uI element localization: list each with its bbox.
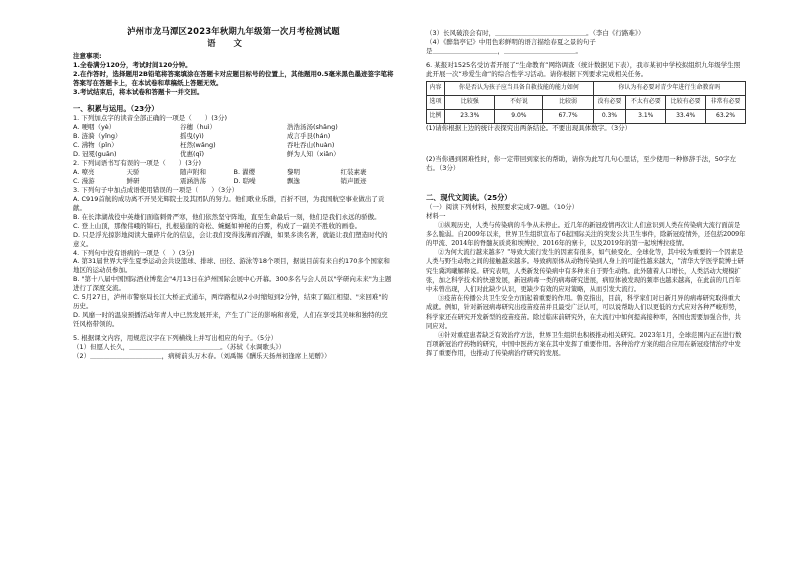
table-header-cell: 比较强 [445,95,495,109]
q5-line: （1）但愿人长久，＿＿＿＿＿＿＿＿＿＿＿＿＿＿。（苏轼《水调歌头》） [73,343,286,352]
q2-option-row [73,177,394,186]
material-label: 材料一 [426,211,446,220]
q2-option: C. 漫游 [73,176,95,185]
section2-heading: 二、现代文阅读。（25分） [426,192,512,202]
q5-line: 是＿＿＿＿＿＿＿＿＿＿，＿＿＿＿＿＿＿＿＿＿＿。 [426,46,582,55]
q3-option: C. 登上山顶，那像伟峨的锦石，扎根悬崖的奇松、蜿蜒如神秘的白雾，构成了一副美不胜收的画卷。 [73,221,362,230]
reading-paragraph: ①纵观历史，人类与传染病的斗争从未停止。近几年的新冠疫情再次让人们意识到人类在传染病大流行面前是多么脆弱。自2009年以来，世界卫生组织宣布了6起国际关注的突发公共卫生事件，除新冠疫情外，还包括2009年的甲流、2014年的脊髓灰质炎和埃博拉、2016年的寨卡，以及2019年的第一起埃博拉疫情。 [426,221,746,247]
q2-option: 随声附和 [180,167,206,176]
q4-option: B. "第十八届中国国际酒业博览会"4月13日在泸州国际会展中心开幕。300多名与会人员以"学研向未来"为主题进行了深度交流。 [73,275,392,293]
reading-paragraph: ④针对重症患者缺乏有效治疗方法，世界卫生组织也积极推动相关研究。2023年1月，全球范围内正在进行数百项新冠治疗药物的研究，中国中医药方案在其中发挥了重要作用。各种治疗方案的组合应用在新冠疫情治疗中发挥了重要作用，也推动了传染病治疗研究的发展。 [426,331,742,358]
q1-option: C. 沸物（pǐn） [73,140,118,149]
left-column [73,26,394,361]
section1-heading: 一、积累与运用。（23分） [73,104,159,114]
q5-stem: 5. 根据课文内容，用规范汉字在下列横线上并写出相应的句子。（5分） [73,334,278,343]
q4-stem: 4. 下列句中没有语病的一项是（ ）(3分) [73,248,195,257]
q2-option: A. 嘹亮 [73,167,95,176]
q2-option: B. 濯缨 [233,167,256,176]
table-group-header: 你是否认为孩子应当具备自救技能的能力如何 [445,81,594,95]
survey-table [426,81,746,124]
exam-title: 泸州市龙马潭区2023年秋期九年级第一次月考检测试题 [127,26,340,36]
q1-option: 鲜为人知（xiǎn） [287,149,340,158]
q1-option: A. 哽咽（yè） [73,122,116,131]
q2-option: 天骄 [126,167,140,176]
exam-subject: 语文 [207,37,260,48]
reading-paragraph: ③疫苗在传播公共卫生安全方面起着重要的作用。鲁克指出，目前，科学家们对日新月异的病毒研究取得重大成就。例如，针对新冠病毒研究出疫苗疫苗并且最受广泛认可，可以说帮助人们以更低的方式应对各种严峻形势，科学家还在研究开发新型的疫苗疫苗。除过临床前研究外，在大流行中如何提高接种率，各国也需要加强合作，共同应对。 [426,295,741,330]
q6-sub2: (2)当你遇到困难性时，你一定带回到家长的帮助，请你为此写几句心里话，至少使用一种修辞手法，50字左右。（3分） [426,154,736,172]
table-header-cell: 选项 [427,95,445,109]
table-value-cell: 33.4% [666,109,706,123]
table-value-cell: 3.1% [626,109,666,123]
table-header-cell: 比较弱 [543,95,593,109]
q6-sub1: (1)请你根据上边的统计表探究出两条结论。不要出现具体数字。（3分） [426,123,632,132]
table-group-header: 你认为有必要对青少年进行生命教育吗 [593,81,745,95]
table-value-cell: 0.3% [593,109,626,123]
q1-stem: 1. 下列加点字的读音全部正确的一项是（ ）(3分) [73,113,227,122]
q2-option: 红装素裹 [340,167,367,176]
table-value-cell: 63.2% [706,109,746,123]
right-column [426,29,746,358]
q2-option: 震涵浩荡 [180,176,206,185]
q4-option: C. 5月27日，泸州市警察局长江大桥正式通车，两岸路程从2小时缩短到2分钟，结束了隔江相望、"来回难"的历史。 [73,293,388,311]
q1-option: 摇曳(yì) [180,131,204,140]
q1-option: 谷穗（huì） [180,122,217,131]
q2-option: 飘逸 [287,176,300,185]
table-header-cell: 没有必要 [593,95,626,109]
q3-stem: 3. 下列句子中加点成语使用错误的一项是（ ）（3分） [73,185,239,194]
note-item: 2.在作答时，选择题用2B铅笔将答案填涂在答题卡对应题目标号的位置上，其他题用0.5毫米黑色墨迹签字笔将答案写在答题卡上，在本试卷和草稿纸上答题无效。 [73,70,394,88]
section2-sub: （一）阅读下列材料，按照要求完成7-9题。（10分） [426,202,579,211]
q3-option: D. 只是浮光掠影地阅读大量碎片化的信息，会让我们变得浅薄而浮躁，如果多读名著，就能让我们塑造时代的意义。 [73,230,388,248]
table-header-cell: 不好说 [495,95,543,109]
q5-line: （3）长风破浪会有时，＿＿＿＿＿＿＿＿＿＿＿＿＿＿。（李白《行路难》） [426,29,645,37]
note-item: 1.全卷满分120分，考试时间120分钟。 [73,61,192,70]
q1-option: B. 涟漪（yǐng） [73,131,122,140]
q1-option-row [73,150,394,159]
table-header-cell: 非常有必要 [706,95,746,109]
q2-option: 鲜研 [126,176,140,185]
table-cell-label: 内容 [427,81,445,95]
note-item: 3.考试结束后，将本试卷和答题卡一并交回。 [73,88,204,97]
reading-paragraph: ②为何大流行越来越多？"导致大流行发生的因素有很多，如气候变化、全球化等，其中较为重要的一个因素是人类与野生动物之间的接触越来越多。导致病原体从动物传染到人身上的可能性越来越大，"清华大学医学院博士研究生冀鸿曦解释说。研究表明，人类新发传染病中有多种来自于野生动物。此外随着人口增长，人类活动大规模扩张，加之科学技术的快速发展，新冠病毒一类的病毒研究进展，病原体被发现的频率也越来越高，在此前的几百年中未曾出现，人们对此缺少认识，更缺少有效的应对策略，从而引发大流行。 [426,249,744,293]
q2-option: 黎明 [287,167,300,176]
q4-option: A. 第31届世界大学生夏季运动会共设篮球、排球、田径、游泳等18个项目，据说目前有来自约170多个国家和地区的运动员参加。 [73,257,390,275]
q4-option: D. 风靡一时的温泉预播活动年青人中已然发展开来，产生了广泛的影响和喜爱，人们在享受其美味和独特的烹饪风格带领的。 [73,311,388,329]
notes-heading: 注意事项: [73,52,102,61]
q1-option: 优惠(qī) [180,149,205,158]
q1-option-row [73,141,394,150]
q1-option: 浩浩汤汤(shāng) [287,122,338,131]
q1-option: D. 冠冕(guān) [73,149,117,158]
table-row-label: 比例 [427,109,445,123]
table-header-cell: 比较有必要 [666,95,706,109]
q2-option: 销声匿迹 [340,176,367,185]
table-value-cell: 9.0% [495,109,543,123]
q1-option: 成言乎艮(hán) [287,131,331,140]
q3-option: A. C919首航的成功离不开吴光辉院士及其团队的努力。他们歌业乐群，百折不回，为我国航空事业做出了贡献。 [73,194,385,212]
table-value-cell: 23.3% [445,109,495,123]
q3-option: B. 在长津湖战役中英雄们面临刺骨严寒，他们依然坚守阵地，直至生命最后一刻，他们是我们永远的骄傲。 [73,212,381,221]
q2-option-row [73,168,394,177]
q5-line: （4）《醉翁亭记》中用色彩鲜明的语言描绘春夏之景的句子 [426,37,596,46]
q1-option: 枉然(wǎng) [180,140,216,149]
q1-option: 吞吐吞山(huàn) [287,140,335,149]
q1-option-row [73,132,394,141]
table-header-cell: 不太有必要 [626,95,666,109]
q1-option-row [73,123,394,132]
table-value-cell: 67.7% [543,109,593,123]
q2-option: D. 聒噪 [233,176,256,185]
q2-stem: 2. 下列词语书写有误的一项是（ ）(3分) [73,158,201,167]
q6-stem: 6. 某报对1525名受访者开展了“生命教育”网络调查（统计数据见下表），我市某初中学校拟组织九年级学生照此开展一次“珍爱生命”的综合性学习活动。请你根据下列要求完成相关任务。 [426,60,741,78]
q5-line: （2）＿＿＿＿＿＿＿＿＿＿＿，病树前头万木春。（刘禹锡《酬乐天扬州初逢席上见赠》） [73,352,331,361]
